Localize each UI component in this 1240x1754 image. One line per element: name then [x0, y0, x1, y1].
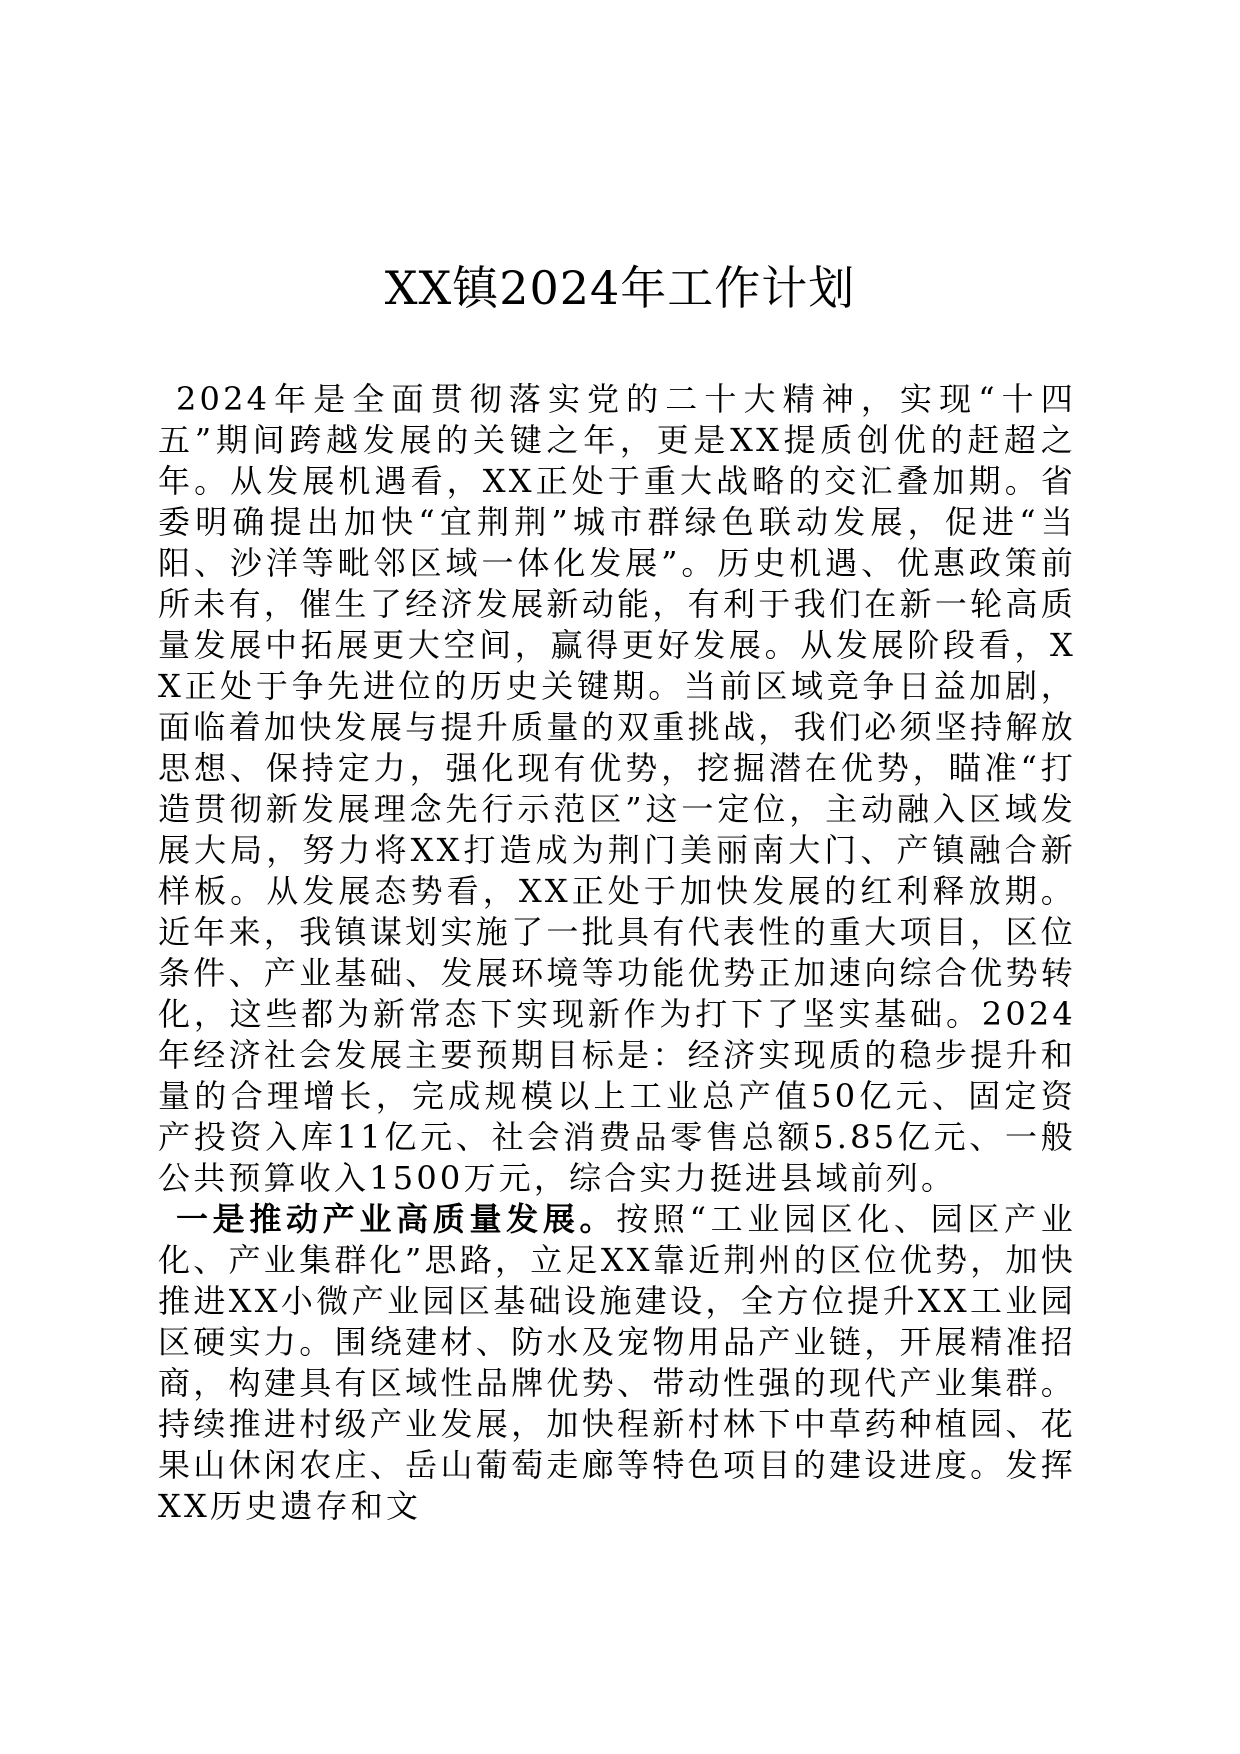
document-title: XX镇2024年工作计划	[384, 261, 856, 315]
paragraph-text: 2024年是全面贯彻落实党的二十大精神，实现“十四五”期间跨越发展的关键之年，更是XX提质创优的赶超之年。从发展机遇看，XX正处于重大战略的交汇叠加期。省委明确提出加快“宜荆荆”城市群绿色联动发展，促进“当阳、沙洋等毗邻区域一体化发展”。历史机遇、优惠政策前所未有，催生了经济发展新动能，有利于我们在新一轮高质量发展中拓展更大空间，赢得更好发展。从发展阶段看，XX正处于争先进位的历史关键期。当前区域竞争日益加剧，面临着加快发展与提升质量的双重挑战，我们必须坚持解放思想、保持定力，强化现有优势，挖掘潜在优势，瞄准“打造贯彻新发展理念先行示范区”这一定位，主动融入区域发展大局，努力将XX打造成为荆门美丽南大门、产镇融合新样板。从发展态势看，XX正处于加快发展的红利释放期。近年来，我镇谋划实施了一批具有代表性的重大项目，区位条件、产业基础、发展环境等功能优势正加速向综合优势转化，这些都为新常态下实现新作为打下了坚实基础。2024年经济社会发展主要预期目标是：经济实现质的稳步提升和量的合理增长，完成规模以上工业总产值50亿元、固定资产投资入库11亿元、社会消费品零售总额5.85亿元、一般公共预算收入1500万元，综合实力挺进县域前列。	[158, 380, 1076, 1197]
paragraph-text: 按照“工业园区化、园区产业化、产业集群化”思路，立足XX靠近荆州的区位优势，加快推进XX小微产业园区基础设施建设，全方位提升XX工业园区硬实力。围绕建材、防水及宠物用品产业链，开展精准招商，构建具有区域性品牌优势、带动性强的现代产业集群。持续推进村级产业发展，加快程新村林下中草药种植园、花果山休闲农庄、岳山葡萄走廊等特色项目的建设进度。发挥XX历史遗存和文	[158, 1200, 1076, 1525]
paragraph-lead: 一是推动产业高质量发展。	[176, 1200, 617, 1238]
paragraph-industry	[158, 1199, 1076, 1527]
paragraph-intro	[158, 379, 1076, 1199]
document-body	[158, 379, 1076, 1527]
